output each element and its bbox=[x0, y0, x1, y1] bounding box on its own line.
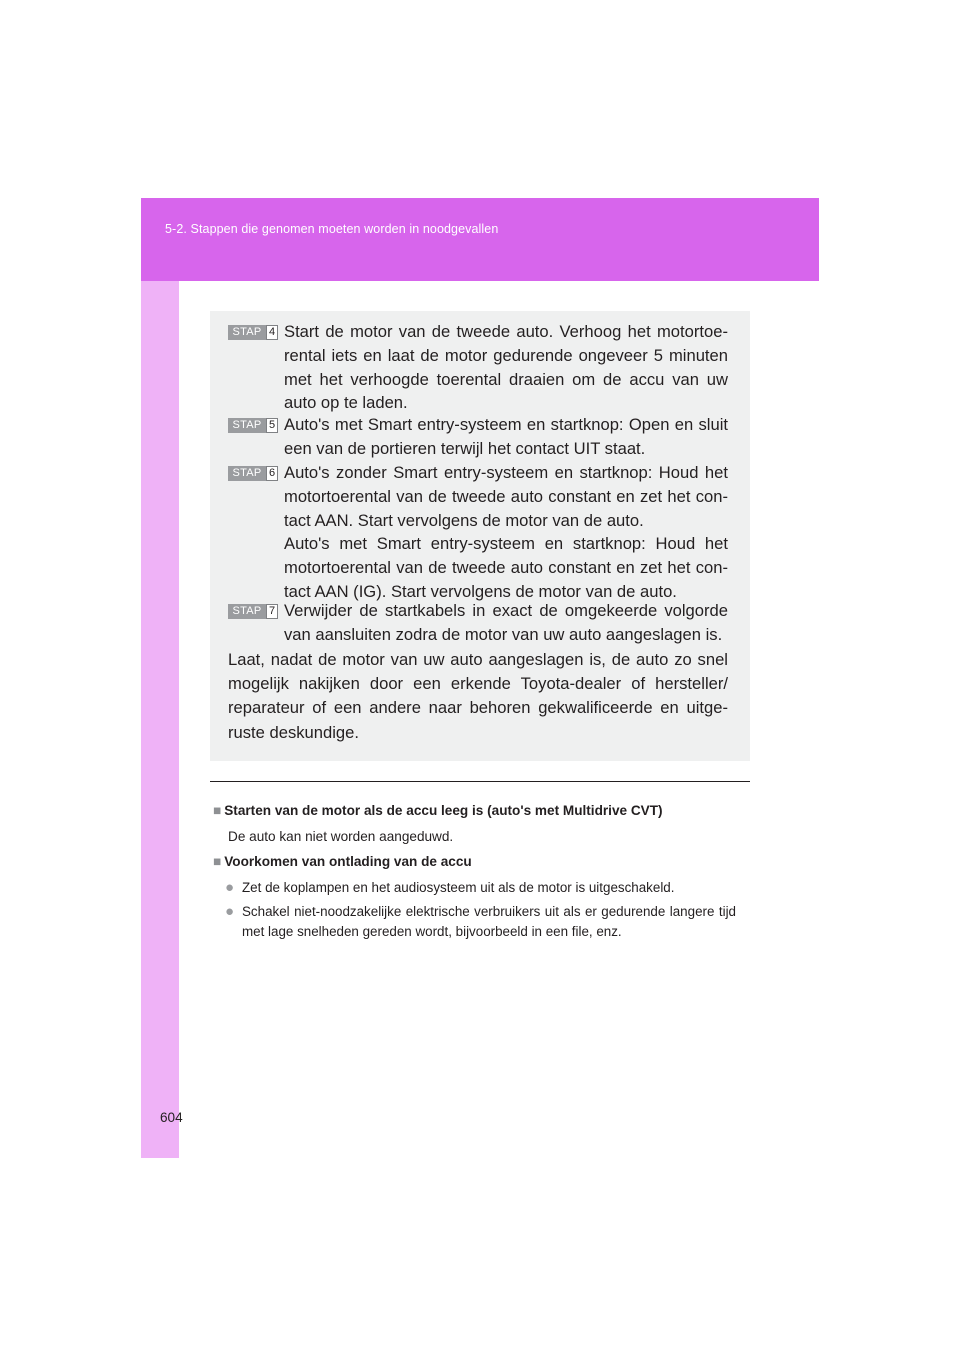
step-text: Auto's zonder Smart entry-systeem en startknop: Houd het motortoerental van de tweede auto constant en zet het con-tact AAN. Start vervolgens de motor van de auto. Auto's met Smart entry-systeem en startknop: Houd het motortoerental van de tweede auto constant en zet het con-tact AAN (IG). Start vervolgens de motor van de auto. bbox=[284, 463, 728, 601]
step-badge: STAP 5 bbox=[228, 418, 280, 433]
step-badge: STAP 7 bbox=[228, 604, 280, 619]
section-title: 5-2. Stappen die genomen moeten worden in noodgevallen bbox=[165, 222, 499, 236]
list-item: ● Zet de koplampen en het audiosysteem uit als de motor is uitgeschakeld. bbox=[225, 879, 675, 896]
square-bullet-icon: ■ bbox=[213, 854, 222, 869]
section-divider bbox=[210, 781, 750, 782]
note-heading: ■ Voorkomen van ontlading van de accu bbox=[213, 854, 472, 869]
circle-bullet-icon: ● bbox=[225, 903, 235, 920]
header-band bbox=[141, 198, 819, 281]
step-badge: STAP 6 bbox=[228, 466, 280, 481]
step-badge: STAP 4 bbox=[228, 325, 280, 340]
list-item: ● Schakel niet-noodzakelijke elektrische verbruikers uit als er gedurende langere tijd met lage snelheden gereden wordt, bijvoorbeeld in een file, enz. bbox=[225, 903, 736, 939]
closing-paragraph: Laat, nadat de motor van uw auto aangeslagen is, de auto zo snel mogelijk nakijken door een erkende Toyota-dealer of hersteller/ reparateur of een andere naar behoren gekwalificeerde en uitge-ruste deskundige. bbox=[228, 650, 728, 742]
page-number: 604 bbox=[160, 1110, 183, 1125]
square-bullet-icon: ■ bbox=[213, 803, 222, 818]
circle-bullet-icon: ● bbox=[225, 879, 235, 896]
note-body: De auto kan niet worden aangeduwd. bbox=[228, 829, 454, 844]
chapter-side-tab bbox=[141, 198, 179, 1158]
step-text: Verwijder de startkabels in exact de omgekeerde volgorde van aansluiten zodra de motor van uw auto aangeslagen is. bbox=[284, 601, 728, 644]
step-text: Auto's met Smart entry-systeem en startknop: Open en sluit een van de portieren terwijl het contact UIT staat. bbox=[284, 415, 728, 458]
step-text: Start de motor van de tweede auto. Verhoog het motortoe-rental iets en laat de motor gedurende ongeveer 5 minuten met het verhoogde toerental draaien om de accu van uw auto op te laden. bbox=[284, 322, 728, 413]
note-heading: ■ Starten van de motor als de accu leeg is (auto's met Multidrive CVT) bbox=[213, 803, 663, 818]
